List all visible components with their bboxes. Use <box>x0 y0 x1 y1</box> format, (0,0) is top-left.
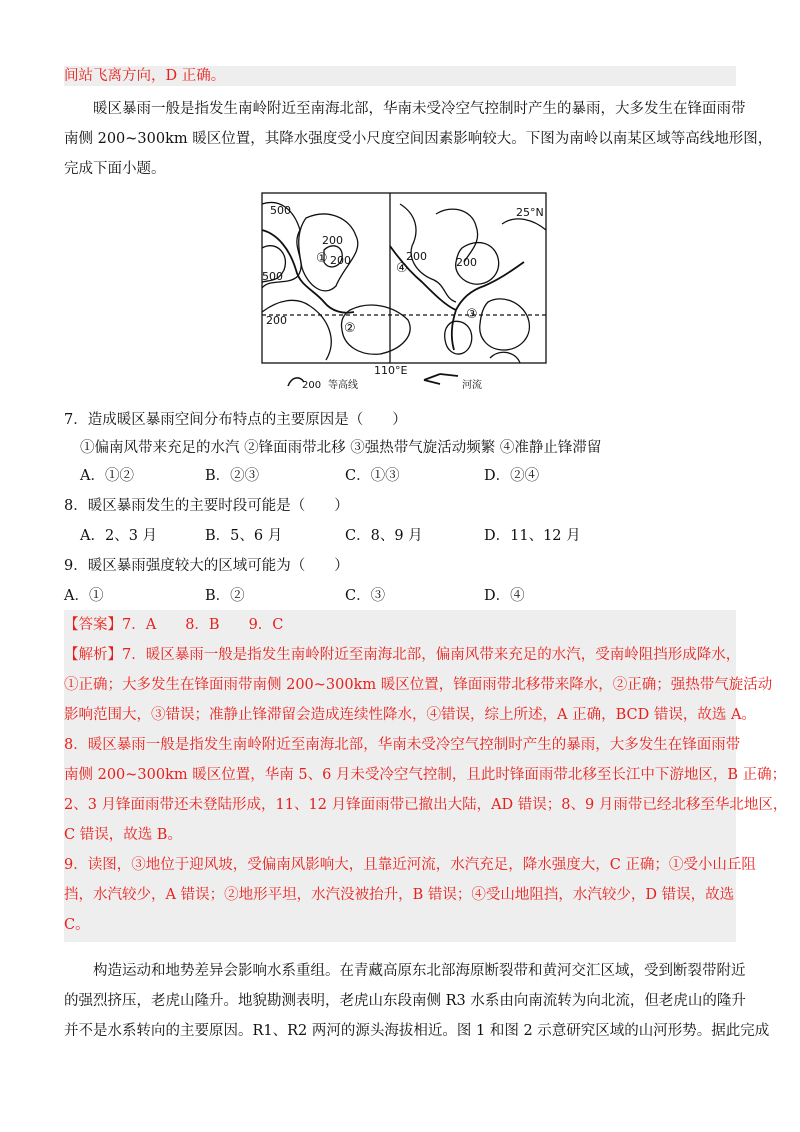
question-9-option-a: A．① <box>64 588 104 604</box>
analysis-line: 9．读图，③地位于迎风坡，受偏南风影响大，且靠近河流，水汽充足，降水强度大，C 正确；①受小山丘阻 <box>64 857 756 873</box>
contour-line <box>502 219 546 230</box>
question-7-stem: 7．造成暖区暴雨空间分布特点的主要原因是（ ） <box>64 412 407 428</box>
contour-label: 200 <box>322 234 343 247</box>
contour-map-figure <box>240 190 560 392</box>
river-line <box>452 310 456 350</box>
contour-line <box>480 299 530 350</box>
analysis-line: 8．暖区暴雨一般是指发生南岭附近至南海北部，华南未受冷空气控制时产生的暴雨，大多发生在锋面雨带 <box>64 737 741 753</box>
longitude-label: 110°E <box>374 364 408 377</box>
question-8-option-d: D．11、12 月 <box>484 528 581 544</box>
legend-contour-value: 200 <box>302 380 322 391</box>
question-8-option-b: B．5、6 月 <box>205 528 283 544</box>
analysis-line: ①正确；大多发生在锋面雨带南侧 200~300km 暖区位置，锋面雨带北移带来降水，②正确；强热带气旋活动 <box>64 677 773 693</box>
intro-line: 南侧 200~300km 暖区位置，其降水强度受小尺度空间因素影响较大。下图为南岭以南某区域等高线地形图， <box>64 131 773 147</box>
question-7-statements: ①偏南风带来充足的水汽 ②锋面雨带北移 ③强热带气旋活动频繁 ④准静止锋滞留 <box>80 440 602 456</box>
question-9-option-b: B．② <box>205 588 245 604</box>
previous-answer-tail: 间站飞离方向，D 正确。 <box>64 66 736 86</box>
contour-label: 200 <box>406 250 427 263</box>
contour-label: 200 <box>266 314 287 327</box>
contour-label: 500 <box>270 204 291 217</box>
intro-paragraph <box>64 94 773 184</box>
answer-line: 【答案】7．A 8．B 9．C <box>64 617 284 633</box>
contour-label: 200 <box>456 256 477 269</box>
contour-line <box>490 352 520 363</box>
latitude-label: 25°N <box>516 206 544 219</box>
contour-line <box>299 214 358 291</box>
contour-label: 200 <box>330 254 351 267</box>
contour-map-svg <box>240 190 560 392</box>
question-9-stem: 9．暖区暴雨强度较大的区域可能为（ ） <box>64 558 349 574</box>
analysis-line: C。 <box>64 917 90 933</box>
marker-3: ③ <box>466 307 478 322</box>
map-frame <box>262 193 546 363</box>
analysis-line: 南侧 200~300km 暖区位置，华南 5、6 月未受冷空气控制，且此时锋面雨带北移至长江中下游地区，B 正确； <box>64 767 787 783</box>
question-8-stem: 8．暖区暴雨发生的主要时段可能是（ ） <box>64 498 349 514</box>
river-legend-symbol <box>424 374 458 384</box>
answer-analysis-block <box>64 610 788 942</box>
analysis-line: 挡，水汽较少，A 错误；②地形平坦，水汽没被抬升，B 错误；④受山地阻挡，水汽较少，D 错误，故选 <box>64 887 735 903</box>
analysis-line: C 错误，故选 B。 <box>64 827 182 843</box>
marker-4: ④ <box>396 261 408 276</box>
question-7-option-d: D．②④ <box>484 468 540 484</box>
intro-line: 暖区暴雨一般是指发生南岭附近至南海北部，华南未受冷空气控制时产生的暴雨，大多发生在锋面雨带 <box>93 101 746 117</box>
contour-line <box>445 321 472 354</box>
next-passage-line: 的强烈挤压，老虎山隆升。地貌勘测表明，老虎山东段南侧 R3 水系由向南流转为向北流，但老虎山的隆升 <box>64 993 746 1009</box>
next-passage-line: 并不是水系转向的主要原因。R1、R2 两河的源头海拔相近。图 1 和图 2 示意研究区域的山河形势。据此完成 <box>64 1023 770 1039</box>
contour-label: 500 <box>262 270 283 283</box>
next-passage <box>64 956 770 1046</box>
contour-line <box>436 209 478 262</box>
intro-line: 完成下面小题。 <box>64 161 166 177</box>
marker-1: ① <box>316 251 328 266</box>
question-9-option-c: C．③ <box>345 588 386 604</box>
next-passage-line: 构造运动和地势差异会影响水系重组。在青藏高原东北部海原断裂带和黄河交汇区域，受到断裂带附近 <box>93 963 746 979</box>
question-8-option-a: A．2、3 月 <box>80 528 158 544</box>
question-9-option-d: D．④ <box>484 588 525 604</box>
question-8-option-c: C．8、9 月 <box>345 528 423 544</box>
legend-contour-label: 等高线 <box>328 380 358 391</box>
contour-line <box>262 300 331 360</box>
analysis-line: 2、3 月锋面雨带还未登陆形成，11、12 月锋面雨带已撤出大陆，AD 错误；8、9 月雨带已经北移至华北地区， <box>64 797 788 813</box>
marker-2: ② <box>344 321 356 336</box>
analysis-line: 影响范围大，③错误；准静止锋滞留会造成连续性降水，④错误，综上所述，A 正确，BCD 错误，故选 A。 <box>64 707 756 723</box>
question-7-option-c: C．①③ <box>345 468 400 484</box>
legend-river-label: 河流 <box>462 380 482 391</box>
question-7-option-a: A．①② <box>80 468 134 484</box>
question-7-option-b: B．②③ <box>205 468 260 484</box>
analysis-line: 【解析】7．暖区暴雨一般是指发生南岭附近至南海北部，偏南风带来充足的水汽，受南岭阻挡形成降水， <box>64 647 741 663</box>
